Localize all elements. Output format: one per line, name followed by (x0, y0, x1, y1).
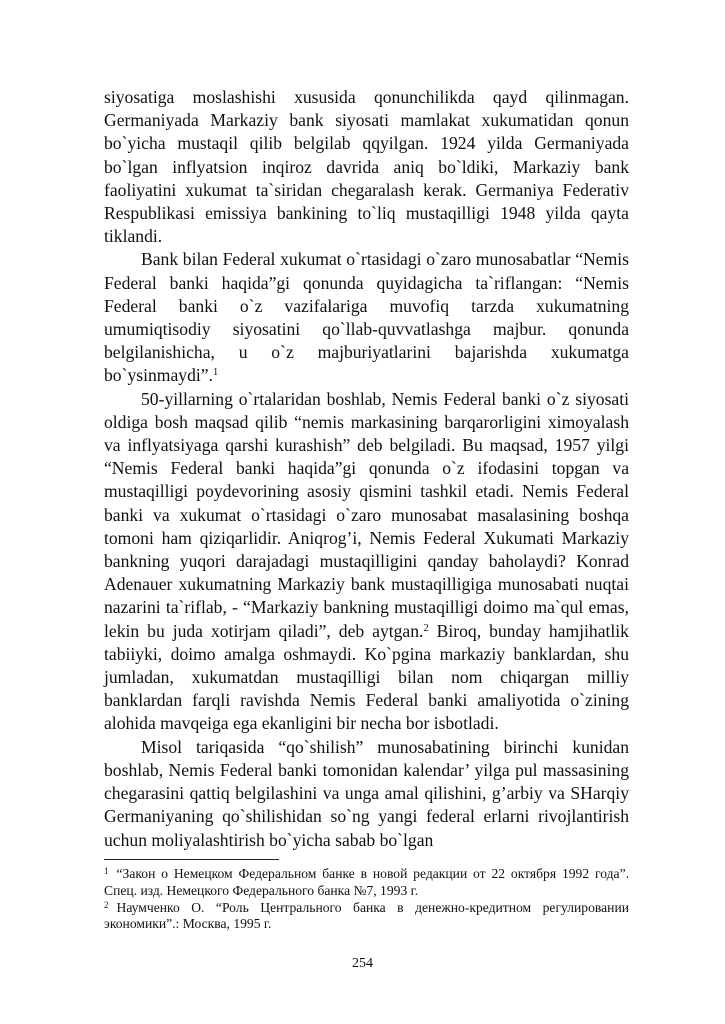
footnote-2-text: Наумченко О. “Роль Центрального банка в денежно-кредитном регулировании экономики”.: Москва, 1995 г. (104, 899, 629, 932)
page-number: 254 (352, 956, 373, 971)
footnotes (104, 866, 629, 933)
paragraph-2 (104, 248, 629, 387)
footnote-separator (104, 859, 279, 860)
footnote-ref-2: 2 (423, 622, 429, 634)
paragraph-3 (104, 388, 629, 736)
body-text (104, 86, 629, 852)
paragraph-4-text: Misol tariqasida “qo`shilish” munosabatining birinchi kunidan boshlab, Nemis Federal banki tomonidan kalendar’ yilga pul massasining chegarasini qattiq belgilashini va unga amal qilishini, g’arbiy va SHarqiy Germaniyaning qo`shilishidan so`ng yangi federal erlarni rivojlantirish uchun moliyalashtirish bo`yicha sabab bo`lgan (104, 736, 629, 850)
paragraph-4 (104, 736, 629, 852)
footnote-1-text: “Закон о Немецком Федеральном банке в новой редакции от 22 октября 1992 года”. Спец. изд. Немецкого Федерального банка №7, 1993 г. (104, 866, 629, 898)
paragraph-3-text-a: 50-yillarning o`rtalaridan boshlab, Nemis Federal banki o`z siyosati oldiga bosh maqsad qilib “nemis markasining barqarorligini ximoyalash va inflyatsiyaga qarshi kurashish” deb belgiladi. Bu maqsad, 1957 yilgi “Nemis Federal banki haqida”gi qonunda o`z ifodasini topgan va mustaqilligi poydevorining asosiy qismini tashkil etadi. Nemis Federal banki va xukumat o`rtasidagi o`zaro munosabat masalasining boshqa tomoni ham qiziqarlidir. Aniqrog’i, Nemis Federal Xukumati Markaziy bankning yuqori darajadagi mustaqilligini qanday baholaydi? Konrad Adenauer xukumatning Markaziy bank mustaqilligiga munosabati nuqtai nazarini ta`riflab, - “Markaziy bankning mustaqilligi doimo ma`qul emas, lekin bu juda xotirjam qiladi”, deb aytgan. (104, 388, 629, 641)
paragraph-1-text: siyosatiga moslashishi xususida qonunchilikda qayd qilinmagan. Germaniyada Markaziy bank siyosati mamlakat xukumatidan qonun bo`yicha mustaqil qilib belgilab qqyilgan. 1924 yilda Germaniyada bo`lgan inflyatsion inqiroz davrida aniq bo`ldiki, Markaziy bank faoliyatini xukumat ta`siridan chegaralash kerak. Germaniya Federativ Respublikasi emissiya bankining to`liq mustaqilligi 1948 yilda qayta tiklandi. (104, 87, 629, 247)
footnote-mark-1: 1 (104, 866, 109, 876)
footnote-2 (104, 900, 629, 934)
paragraph-1 (104, 86, 629, 248)
footnote-1 (104, 866, 629, 900)
footnote-ref-1: 1 (212, 367, 219, 379)
paragraph-3-text-b: Biroq, bunday hamjihatlik tabiiyki, doimo amalga oshmaydi. Ko`pgina markaziy banklardan, shu jumladan, xukumatdan mustaqilligi bilan nom chiqargan milliy banklardan farqli ravishda Nemis Federal banki amaliyotida o`zining alohida mavqeiga ega ekanligini bir necha bor isbotladi. (104, 620, 629, 734)
paragraph-2-text: Bank bilan Federal xukumat o`rtasidagi o`zaro munosabatlar “Nemis Federal banki haqida”gi qonunda quyidagicha ta`riflangan: “Nemis Federal banki o`z vazifalariga muvofiq tarzda xukumatning umumiqtisodiy siyosatini qo`llab-quvvatlashga majbur. qonunda belgilanishicha, u o`z majburiyatlarini bajarishda xukumatga bo`ysinmaydi”. (104, 249, 629, 386)
footnote-mark-2: 2 (104, 899, 109, 910)
